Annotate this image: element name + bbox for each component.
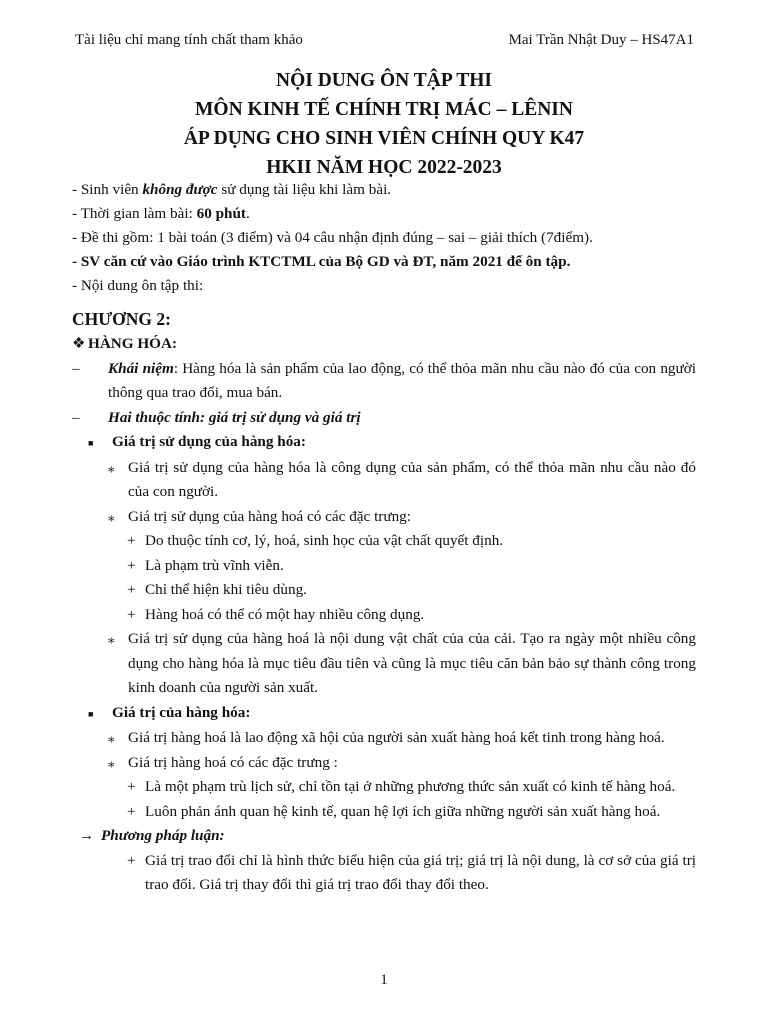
section-title: HÀNG HÓA: (88, 335, 178, 352)
title-line-4: HKII NĂM HỌC 2022-2023 (266, 157, 502, 178)
list-item-text: Giá trị hàng hoá là lao động xã hội của người sản xuất hàng hoá kết tinh trong hàng hoá. (128, 729, 665, 746)
asterisk-bullet-icon: ⁎ (108, 459, 115, 475)
list-item-text: Do thuộc tính cơ, lý, hoá, sinh học của vật chất quyết định. (145, 532, 504, 549)
asterisk-bullet-icon: ⁎ (108, 508, 115, 524)
list-item (127, 554, 696, 579)
intro-text: - Thời gian làm bài: (72, 205, 197, 222)
intro-line-duration (72, 202, 696, 226)
intro-emphasis: 60 phút (196, 205, 246, 222)
subsection-title: Giá trị sử dụng của hàng hóa: (112, 433, 306, 450)
plus-bullet-icon: + (127, 556, 136, 574)
page-number: 1 (380, 972, 388, 988)
section-heading (72, 332, 696, 357)
intro-emphasis: không được (142, 181, 218, 198)
list-item (108, 751, 696, 776)
intro-text: . (245, 205, 250, 222)
title-line-3: ÁP DỤNG CHO SINH VIÊN CHÍNH QUY K47 (183, 128, 585, 149)
intro-line-content: - Nội dung ôn tập thi: (72, 277, 204, 294)
list-item-text: Luôn phản ánh quan hệ kinh tế, quan hệ lợi ích giữa những người sản xuất hàng hoá. (145, 802, 661, 820)
term-definition: : Hàng hóa là sản phẩm của lao động, có thể thỏa mãn nhu cầu nào đó của con người thông qua trao đổi, mua bán. (108, 359, 696, 401)
list-item-text: Hai thuộc tính: giá trị sử dụng và giá trị (108, 408, 361, 426)
list-item (127, 603, 696, 628)
list-item-text: Là phạm trù vĩnh viễn. (145, 556, 284, 574)
diamond-bullet-icon: ❖ (72, 335, 86, 352)
asterisk-bullet-icon: ⁎ (108, 754, 115, 770)
arrow-right-icon: → (79, 827, 95, 844)
list-item (108, 726, 696, 751)
square-bullet-icon: ■ (88, 438, 94, 448)
intro-text: - Sinh viên (72, 181, 143, 198)
list-item (88, 701, 696, 727)
list-item (127, 578, 696, 603)
list-item-text: Giá trị sử dụng của hàng hoá là nội dung vật chất của của cải. Tạo ra ngày một nhiều công dụng cho hàng hóa là mục tiêu đầu tiên và cũng là mục tiêu căn bản bảo sự thành công trong kinh doanh của người sản xuất. (128, 630, 696, 696)
header-author: Mai Trần Nhật Duy – HS47A1 (508, 32, 694, 48)
dash-bullet-icon: – (72, 359, 80, 377)
subsection-title: Giá trị của hàng hóa: (112, 703, 251, 721)
dash-bullet-icon: – (72, 408, 80, 426)
chapter-heading: CHƯƠNG 2: (72, 309, 171, 329)
term-label: Khái niệm (108, 359, 174, 377)
plus-bullet-icon: + (127, 605, 136, 623)
list-item-text: Giá trị sử dụng của hàng hoá có các đặc trưng: (128, 507, 411, 525)
list-item-text: Giá trị trao đổi chỉ là hình thức biểu hiện của giá trị; giá trị là nội dung, là cơ sở của giá trị trao đổi. Giá trị thay đổi thì giá trị trao đổi thay đổi theo. (145, 851, 696, 893)
list-item-text: Hàng hoá có thể có một hay nhiều công dụng. (145, 605, 425, 623)
intro-line-structure: - Đề thi gồm: 1 bài toán (3 điểm) và 04 câu nhận định đúng – sai – giải thích (7điểm). (72, 229, 593, 246)
plus-bullet-icon: + (127, 581, 136, 598)
list-item-text: Giá trị hàng hoá có các đặc trưng : (128, 753, 338, 771)
list-item (108, 456, 696, 505)
title-line-1: NỘI DUNG ÔN TẬP THI (276, 70, 492, 91)
list-item (72, 406, 696, 431)
list-item-text: Chỉ thể hiện khi tiêu dùng. (145, 581, 307, 598)
document-body (72, 178, 696, 898)
asterisk-bullet-icon: ⁎ (108, 631, 115, 646)
methodology-heading (79, 824, 696, 849)
plus-bullet-icon: + (127, 851, 136, 869)
list-item-text: Giá trị sử dụng của hàng hóa là công dụng của sản phẩm, có thể thỏa mãn nhu cầu nào đó của con người. (128, 458, 696, 500)
list-item (108, 627, 696, 701)
list-item (88, 430, 696, 456)
document-title-block (0, 66, 768, 182)
plus-bullet-icon: + (127, 532, 136, 549)
list-item (108, 505, 696, 530)
header-left-note: Tài liệu chỉ mang tính chất tham khảo (75, 32, 303, 48)
intro-text: sử dụng tài liệu khi làm bài. (217, 181, 392, 198)
list-item (127, 529, 696, 554)
plus-bullet-icon: + (127, 778, 136, 795)
intro-line-materials (72, 178, 696, 202)
square-bullet-icon: ■ (88, 708, 94, 719)
list-item-text: Là một phạm trù lịch sử, chỉ tồn tại ở những phương thức sản xuất có kinh tế hàng hoá. (145, 778, 676, 795)
list-item (72, 357, 696, 406)
list-item (127, 775, 696, 800)
intro-line-textbook: - SV căn cứ vào Giáo trình KTCTML của Bộ GD và ĐT, năm 2021 để ôn tập. (72, 253, 571, 270)
asterisk-bullet-icon: ⁎ (108, 730, 115, 745)
list-item (127, 849, 696, 898)
methodology-title: Phương pháp luận: (101, 827, 225, 844)
list-item (127, 800, 696, 825)
list-item-text (108, 357, 696, 406)
title-line-2: MÔN KINH TẾ CHÍNH TRỊ MÁC – LÊNIN (195, 99, 573, 120)
plus-bullet-icon: + (127, 802, 136, 820)
